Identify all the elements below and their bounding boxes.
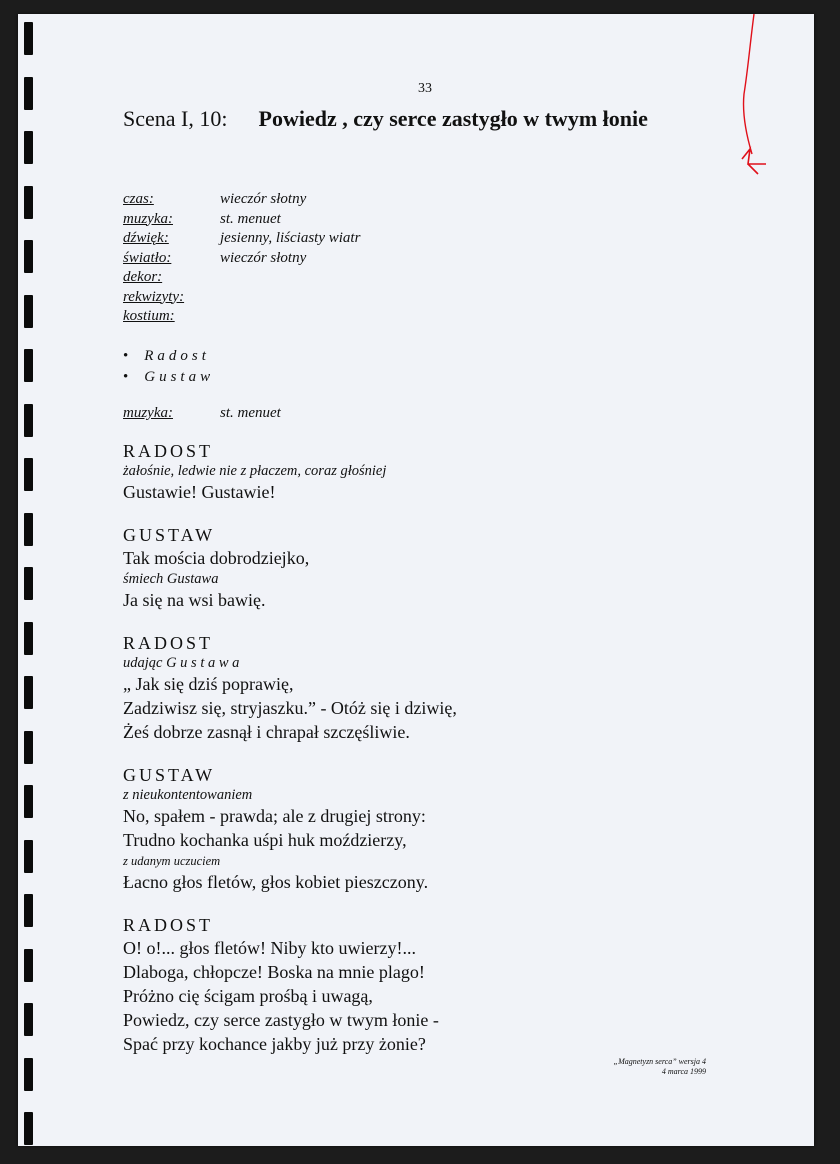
music-cue (123, 405, 281, 422)
binding-hole (24, 404, 33, 437)
scene-metadata (123, 190, 360, 327)
meta-value: wieczór słotny (220, 249, 307, 266)
meta-row (123, 229, 360, 249)
binding-hole (24, 622, 33, 655)
red-pen-mark (724, 14, 784, 194)
scene-label: Scena I, 10: (123, 106, 228, 131)
binding-holes (24, 22, 36, 1142)
scene-heading: Powiedz , czy serce zastygło w twym łonie (258, 106, 648, 131)
dialogue-line: Łacno głos fletów, głos kobiet pieszczony. (123, 872, 429, 892)
stage-direction: z udanym uczuciem (123, 854, 221, 868)
binding-hole (24, 1058, 33, 1091)
speaker-name: RADOST (123, 441, 214, 461)
binding-hole (24, 949, 33, 982)
speaker-name: GUSTAW (123, 525, 216, 545)
cast-list (123, 346, 214, 388)
speech-block (123, 524, 743, 612)
stage-direction: z nieukontentowaniem (123, 787, 253, 803)
meta-row (123, 210, 360, 230)
dialogue-line: No, spałem - prawda; ale z drugiej strony: (123, 806, 426, 826)
meta-value: st. menuet (220, 210, 281, 227)
dialogue-line: Żeś dobrze zasnął i chrapał szczęśliwie. (123, 722, 410, 742)
binding-hole (24, 295, 33, 328)
dialogue-line: Próżno cię ścigam prośbą i uwagą, (123, 986, 373, 1006)
dialogue-line: „ Jak się dziś poprawię, (123, 674, 294, 694)
dialogue-line: Zadziwisz się, stryjaszku.” - Otóż się i dziwię, (123, 698, 457, 718)
dialogue-line: O! o!... głos fletów! Niby kto uwierzy!... (123, 938, 416, 958)
meta-value: jesienny, liściasty wiatr (220, 230, 361, 246)
dialogue-line: Trudno kochanka uśpi huk moździerzy, (123, 830, 407, 850)
dialogue-line: Tak mościa dobrodziejko, (123, 548, 310, 568)
dialogue-line: Powiedz, czy serce zastygło w twym łonie - (123, 1010, 439, 1030)
meta-key: czas: (123, 191, 154, 207)
meta-key: kostium: (123, 308, 175, 324)
binding-hole (24, 186, 33, 219)
binding-hole (24, 22, 33, 55)
stage-direction: udając G u s t a w a (123, 655, 240, 671)
binding-hole (24, 785, 33, 818)
meta-key: dźwięk: (123, 230, 169, 246)
music-key: muzyka: (123, 405, 173, 421)
stage-direction: żałośnie, ledwie nie z płaczem, coraz głośniej (123, 463, 387, 479)
meta-row (123, 288, 360, 308)
binding-hole (24, 131, 33, 164)
dialogue-line: Gustawie! Gustawie! (123, 482, 276, 502)
binding-hole (24, 676, 33, 709)
meta-row (123, 190, 360, 210)
meta-value: wieczór słotny (220, 191, 307, 207)
binding-hole (24, 731, 33, 764)
stage-direction: śmiech Gustawa (123, 571, 219, 587)
dialogue-line: Dlaboga, chłopcze! Boska na mnie plago! (123, 962, 425, 982)
page-number: 33 (418, 81, 432, 96)
meta-row (123, 249, 360, 269)
binding-hole (24, 458, 33, 491)
footer-date: 4 marca 1999 (661, 1067, 706, 1076)
binding-hole (24, 349, 33, 382)
binding-hole (24, 240, 33, 273)
dialogue-line: Ja się na wsi bawię. (123, 590, 266, 610)
meta-key: światło: (123, 249, 172, 266)
speech-block (123, 440, 743, 504)
music-value: st. menuet (220, 405, 281, 421)
meta-row (123, 268, 360, 288)
speech-block (123, 632, 743, 744)
speaker-name: GUSTAW (123, 765, 216, 785)
meta-row (123, 307, 360, 327)
meta-key: dekor: (123, 269, 163, 285)
speaker-name: RADOST (123, 633, 214, 653)
binding-hole (24, 77, 33, 110)
speech-block (123, 764, 743, 894)
binding-hole (24, 840, 33, 873)
document-footer (614, 1057, 706, 1077)
footer-version: „Magnetyzn serca” wersja 4 (613, 1057, 706, 1066)
cast-member: • Gustaw (123, 367, 214, 388)
speaker-name: RADOST (123, 915, 214, 935)
speech-block (123, 914, 743, 1056)
document-page (18, 14, 814, 1146)
cast-member: • Radost (123, 346, 214, 367)
binding-hole (24, 567, 33, 600)
binding-hole (24, 513, 33, 546)
dialogue-line: Spać przy kochance jakby już przy żonie? (123, 1034, 426, 1054)
binding-hole (24, 894, 33, 927)
script-body (123, 440, 743, 1076)
meta-key: muzyka: (123, 210, 173, 227)
binding-hole (24, 1003, 33, 1036)
meta-key: rekwizyty: (123, 288, 185, 305)
scene-title (123, 106, 648, 132)
binding-hole (24, 1112, 33, 1145)
